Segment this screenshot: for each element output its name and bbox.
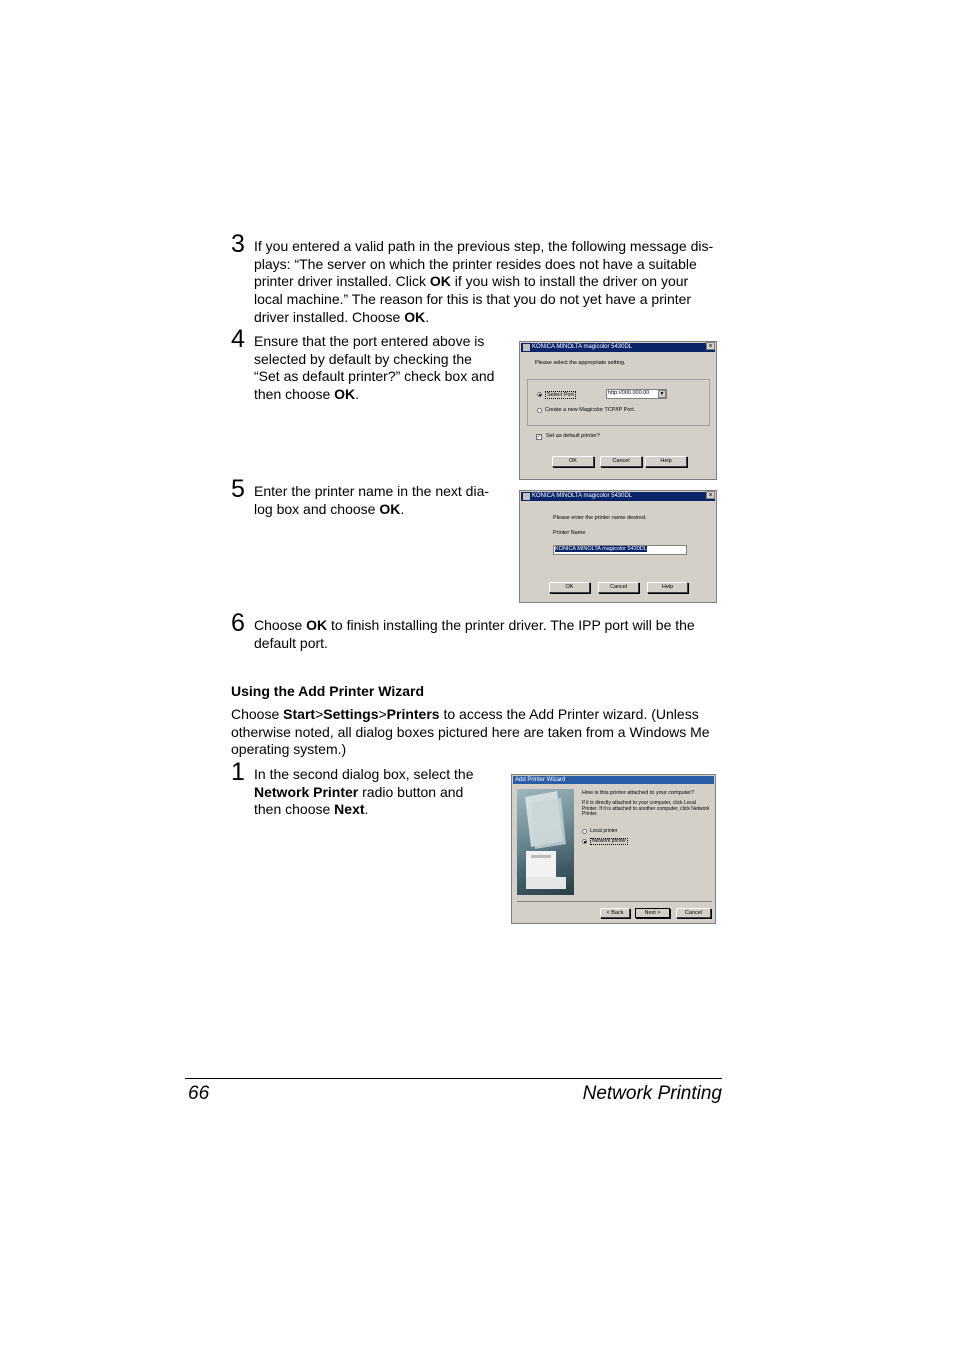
step-5-text: [254, 483, 514, 518]
text-line: log box and choose OK.: [254, 500, 405, 517]
step-number-3: 3: [231, 230, 245, 258]
port-group-box: [527, 379, 710, 426]
bold-term: Next: [334, 801, 365, 818]
network-printer-radio[interactable]: [582, 839, 587, 844]
chevron-down-icon[interactable]: ▼: [659, 391, 665, 397]
dialog-prompt: Please select the appropriate setting.: [535, 360, 626, 366]
printer-icon: [523, 344, 530, 351]
printer-name-dialog: [519, 490, 717, 603]
close-button[interactable]: ×: [706, 342, 715, 350]
section-heading: Using the Add Printer Wizard: [231, 683, 425, 699]
dialog-title: KONICA MINOLTA magicolor 5430DL: [532, 493, 633, 499]
local-printer-label: Local printer: [590, 828, 618, 834]
wizard-desc-line: If it is directly attached to your computer, click Local: [582, 800, 696, 806]
bold-term: OK: [429, 273, 451, 290]
step-number-6: 6: [231, 609, 245, 637]
text-line: driver installed. Choose OK.: [254, 308, 430, 325]
text-line: plays: “The server on which the printer resides does not have a suitable: [254, 255, 697, 272]
text-line: If you entered a valid path in the previous step, the following message dis-: [254, 238, 714, 254]
wizard-description: [582, 801, 710, 818]
printer-illustration: [517, 789, 574, 895]
step-number-4: 4: [231, 325, 245, 353]
cancel-button[interactable]: Cancel: [600, 456, 642, 467]
network-printer-label: Network printer: [592, 838, 626, 844]
step-number-5: 5: [231, 475, 245, 503]
wizard-question: How is this printer attached to your computer?: [582, 790, 695, 796]
text-line: Choose OK to finish installing the printer driver. The IPP port will be the: [254, 617, 695, 633]
wizard-step-1-text: [254, 766, 504, 819]
text-line: then choose Next.: [254, 801, 369, 818]
ok-button[interactable]: OK: [552, 456, 594, 467]
dialog-title: Add Printer Wizard: [515, 777, 566, 783]
cancel-button[interactable]: Cancel: [598, 582, 639, 593]
bold-term: OK: [306, 617, 328, 633]
footer-section-title: Network Printing: [582, 1083, 722, 1104]
dialog-titlebar: [513, 776, 714, 784]
dialog-titlebar: [521, 492, 715, 501]
printer-image-icon: [517, 789, 574, 895]
next-button[interactable]: Next >: [635, 908, 670, 918]
text-line: Network Printer radio button and: [254, 783, 464, 800]
dialog-titlebar: [521, 343, 715, 352]
help-button[interactable]: Help: [645, 456, 687, 467]
text-line: Choose Start>Settings>Printers to access the Add Printer wizard. (Unless: [231, 706, 699, 722]
select-port-label: Select Port: [547, 392, 574, 398]
printer-name-value: KONICA MINOLTA magicolor 5430DL: [555, 546, 647, 552]
add-printer-wizard-dialog: [511, 774, 716, 924]
close-button[interactable]: ×: [706, 491, 715, 499]
wizard-desc-line: Printer.: [582, 811, 598, 817]
text-line: Enter the printer name in the next dia-: [254, 483, 490, 499]
dialog-prompt: Please enter the printer name desired.: [553, 515, 647, 521]
text-line: selected by default by checking the: [254, 350, 472, 367]
text-line: otherwise noted, all dialog boxes pictured here are taken from a Windows Me: [231, 723, 710, 740]
text-line: operating system.): [231, 741, 347, 758]
text-line: In the second dialog box, select the: [254, 766, 474, 782]
ok-button[interactable]: OK: [549, 582, 590, 593]
section-intro: [231, 706, 731, 759]
select-port-dialog: [519, 341, 717, 480]
text-line: local machine.” The reason for this is that you do not yet have a printer: [254, 291, 692, 308]
wizard-desc-line: Printer. If it is attached to another computer, click Network: [582, 805, 710, 812]
text-line: default port.: [254, 634, 328, 651]
default-printer-label: Set as default printer?: [546, 433, 600, 439]
text-line: Ensure that the port entered above is: [254, 333, 485, 349]
dialog-title: KONICA MINOLTA magicolor 5430DL: [532, 344, 633, 350]
back-button[interactable]: < Back: [600, 908, 630, 918]
cancel-button[interactable]: Cancel: [676, 908, 711, 918]
wizard-step-number-1: 1: [231, 758, 245, 786]
bold-term: Network Printer: [254, 783, 359, 800]
bold-term: Printers: [386, 706, 440, 722]
create-port-radio[interactable]: [537, 408, 542, 413]
printer-name-label: Printer Name: [553, 530, 586, 536]
step-3-text: [254, 238, 734, 327]
text-line: “Set as default printer?” check box and: [254, 368, 495, 385]
bold-term: Settings: [323, 706, 379, 722]
port-value: http://000.000.00: [608, 390, 650, 396]
create-port-label: Create a new Magicolor TCP/IP Port.: [545, 407, 636, 413]
divider: [517, 901, 712, 902]
bold-term: Start: [283, 706, 316, 722]
text-line: then choose OK.: [254, 386, 360, 403]
step-4-text: [254, 333, 514, 404]
bold-term: OK: [379, 500, 401, 517]
step-6-text: [254, 617, 734, 652]
local-printer-radio[interactable]: [582, 829, 587, 834]
footer-rule: [185, 1078, 722, 1079]
select-port-radio[interactable]: [537, 392, 542, 397]
default-printer-checkbox[interactable]: ✓: [537, 434, 542, 440]
text-line: printer driver installed. Click OK if you wish to install the driver on your: [254, 273, 689, 290]
help-button[interactable]: Help: [647, 582, 688, 593]
printer-name-input[interactable]: [553, 545, 687, 555]
bold-term: OK: [404, 308, 426, 325]
printer-icon: [523, 493, 530, 500]
bold-term: OK: [334, 386, 356, 403]
page-number: 66: [188, 1083, 210, 1104]
